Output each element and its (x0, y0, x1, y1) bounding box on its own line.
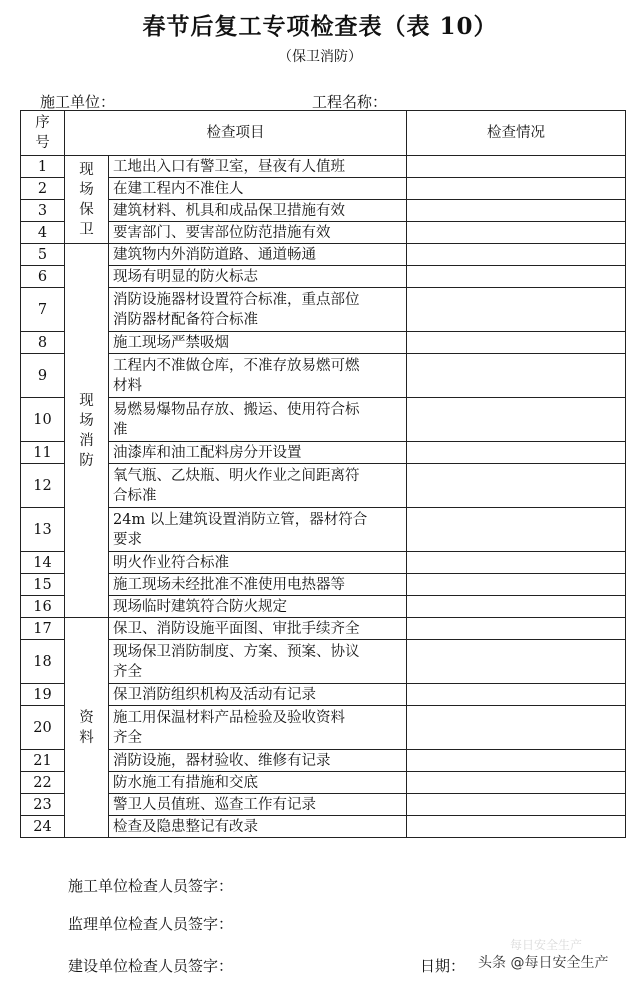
row-number: 18 (21, 640, 65, 684)
check-item (109, 706, 407, 750)
page-subtitle: （保卫消防） (278, 49, 362, 65)
table-row (21, 574, 626, 596)
check-item-line: 要求 (113, 531, 142, 548)
category-cell (65, 618, 109, 838)
inspection-table (20, 110, 626, 838)
check-item-line: 工地出入口有警卫室，昼夜有人值班 (113, 158, 345, 175)
row-number: 21 (21, 750, 65, 772)
check-status-cell[interactable] (407, 398, 626, 442)
seq-header-line: 序 (35, 115, 50, 131)
check-item (109, 200, 407, 222)
check-status-cell[interactable] (407, 288, 626, 332)
check-item (109, 816, 407, 838)
table-row (21, 596, 626, 618)
check-item (109, 178, 407, 200)
supervision-signature-label: 监理单位检查人员签字： (68, 915, 234, 933)
check-item (109, 156, 407, 178)
row-number: 12 (21, 464, 65, 508)
construction-unit-label: 施工单位： (40, 93, 116, 111)
check-item (109, 596, 407, 618)
table-row (21, 354, 626, 398)
row-number: 1 (21, 156, 65, 178)
row-number: 5 (21, 244, 65, 266)
table-row (21, 288, 626, 332)
check-item-line: 齐全 (113, 729, 142, 746)
category-char: 卫 (79, 221, 94, 238)
table-row (21, 640, 626, 684)
check-item-line: 现场保卫消防制度、方案、预案、协议 (113, 643, 360, 660)
check-item-line: 建筑物内外消防道路、通道畅通 (113, 246, 316, 263)
row-number: 14 (21, 552, 65, 574)
row-number: 22 (21, 772, 65, 794)
category-char: 场 (79, 412, 94, 429)
row-number: 20 (21, 706, 65, 750)
category-char: 场 (79, 181, 94, 198)
check-item (109, 332, 407, 354)
check-item (109, 574, 407, 596)
check-item-line: 施工用保温材料产品检验及验收资料 (113, 709, 345, 726)
table-row (21, 706, 626, 750)
check-status-cell[interactable] (407, 640, 626, 684)
check-item (109, 266, 407, 288)
check-status-cell[interactable] (407, 574, 626, 596)
check-status-cell[interactable] (407, 816, 626, 838)
row-number: 16 (21, 596, 65, 618)
category-char: 资 (79, 709, 94, 726)
check-status-cell[interactable] (407, 332, 626, 354)
check-status-cell[interactable] (407, 750, 626, 772)
check-status-cell[interactable] (407, 618, 626, 640)
row-number: 11 (21, 442, 65, 464)
check-item (109, 398, 407, 442)
check-item-line: 24m 以上建筑设置消防立管，器材符合 (113, 511, 368, 528)
table-row (21, 178, 626, 200)
row-number: 23 (21, 794, 65, 816)
check-status-cell[interactable] (407, 508, 626, 552)
table-row (21, 552, 626, 574)
row-number: 19 (21, 684, 65, 706)
construction-signature-label: 施工单位检查人员签字： (68, 877, 234, 895)
table-row (21, 684, 626, 706)
category-char: 现 (79, 392, 94, 409)
check-item (109, 640, 407, 684)
row-number: 10 (21, 398, 65, 442)
check-item-line: 现场临时建筑符合防火规定 (113, 598, 287, 615)
check-item-line: 工程内不准做仓库，不准存放易燃可燃 (113, 357, 360, 374)
table-row (21, 508, 626, 552)
check-item (109, 684, 407, 706)
row-number: 3 (21, 200, 65, 222)
check-status-cell[interactable] (407, 200, 626, 222)
row-number: 2 (21, 178, 65, 200)
faint-watermark: 每日安全生产 (510, 938, 583, 952)
check-item (109, 750, 407, 772)
table-row (21, 398, 626, 442)
check-status-cell[interactable] (407, 552, 626, 574)
check-item-line: 氧气瓶、乙炔瓶、明火作业之间距离符 (113, 467, 360, 484)
check-item-line: 建筑材料、机具和成品保卫措施有效 (113, 202, 345, 219)
check-item-line: 警卫人员值班、巡查工作有记录 (113, 796, 316, 813)
check-item-line: 在建工程内不准住人 (113, 180, 244, 197)
table-row (21, 266, 626, 288)
check-item-line: 合标准 (113, 487, 157, 504)
check-item (109, 772, 407, 794)
table-row (21, 816, 626, 838)
check-status-cell[interactable] (407, 266, 626, 288)
row-number: 7 (21, 288, 65, 332)
check-status-cell[interactable] (407, 156, 626, 178)
check-status-cell[interactable] (407, 244, 626, 266)
check-item-line: 油漆库和油工配料房分开设置 (113, 444, 302, 461)
source-watermark: 头条 @每日安全生产 (478, 955, 609, 971)
check-item-line: 消防设施，器材验收、维修有记录 (113, 752, 331, 769)
check-item (109, 244, 407, 266)
status-header: 检查情况 (407, 111, 626, 156)
check-item-line: 易燃易爆物品存放、搬运、使用符合标 (113, 401, 360, 418)
check-item-line: 消防器材配备符合标准 (113, 311, 258, 328)
check-status-cell[interactable] (407, 464, 626, 508)
check-item-line: 施工现场未经批准不准使用电热器等 (113, 576, 345, 593)
table-row (21, 772, 626, 794)
check-status-cell[interactable] (407, 706, 626, 750)
category-char: 消 (79, 432, 94, 449)
row-number: 13 (21, 508, 65, 552)
row-number: 24 (21, 816, 65, 838)
check-status-cell[interactable] (407, 442, 626, 464)
check-item (109, 552, 407, 574)
table-row (21, 464, 626, 508)
check-item (109, 354, 407, 398)
row-number: 6 (21, 266, 65, 288)
check-item-line: 保卫消防组织机构及活动有记录 (113, 686, 316, 703)
check-item-line: 现场有明显的防火标志 (113, 268, 258, 285)
check-item-line: 防水施工有措施和交底 (113, 774, 258, 791)
check-item-line: 消防设施器材设置符合标准，重点部位 (113, 291, 360, 308)
category-char: 料 (79, 729, 94, 746)
row-number: 4 (21, 222, 65, 244)
check-status-cell[interactable] (407, 178, 626, 200)
category-cell (65, 244, 109, 618)
row-number: 9 (21, 354, 65, 398)
check-item (109, 794, 407, 816)
owner-signature-label: 建设单位检查人员签字： (68, 957, 234, 975)
check-item-line: 保卫、消防设施平面图、审批手续齐全 (113, 620, 360, 637)
category-char: 防 (79, 452, 94, 469)
check-item (109, 508, 407, 552)
row-number: 8 (21, 332, 65, 354)
check-status-cell[interactable] (407, 684, 626, 706)
page-title: 春节后复工专项检查表（表 10） (142, 13, 498, 40)
seq-header-line: 号 (35, 135, 50, 151)
check-item (109, 288, 407, 332)
seq-header (21, 111, 65, 156)
table-row (21, 200, 626, 222)
table-row (21, 442, 626, 464)
item-header: 检查项目 (65, 111, 407, 156)
project-name-label: 工程名称： (312, 93, 388, 111)
check-item-line: 齐全 (113, 663, 142, 680)
table-row (21, 618, 626, 640)
check-item-line: 准 (113, 421, 128, 438)
category-char: 现 (79, 161, 94, 178)
check-status-cell[interactable] (407, 794, 626, 816)
category-cell (65, 156, 109, 244)
table-row (21, 156, 626, 178)
check-status-cell[interactable] (407, 596, 626, 618)
check-status-cell[interactable] (407, 222, 626, 244)
category-char: 保 (79, 201, 94, 218)
check-item-line: 要害部门、要害部位防范措施有效 (113, 224, 331, 241)
check-item (109, 464, 407, 508)
table-row (21, 244, 626, 266)
table-row (21, 332, 626, 354)
check-item (109, 618, 407, 640)
table-row (21, 750, 626, 772)
table-row (21, 222, 626, 244)
row-number: 15 (21, 574, 65, 596)
row-number: 17 (21, 618, 65, 640)
check-item (109, 442, 407, 464)
check-item-line: 材料 (113, 377, 142, 394)
table-header-row (21, 111, 626, 156)
check-item-line: 检查及隐患整记有改录 (113, 818, 258, 835)
table-row (21, 794, 626, 816)
check-status-cell[interactable] (407, 354, 626, 398)
date-label: 日期： (420, 957, 466, 975)
check-item (109, 222, 407, 244)
check-status-cell[interactable] (407, 772, 626, 794)
check-item-line: 施工现场严禁吸烟 (113, 334, 229, 351)
check-item-line: 明火作业符合标准 (113, 554, 229, 571)
